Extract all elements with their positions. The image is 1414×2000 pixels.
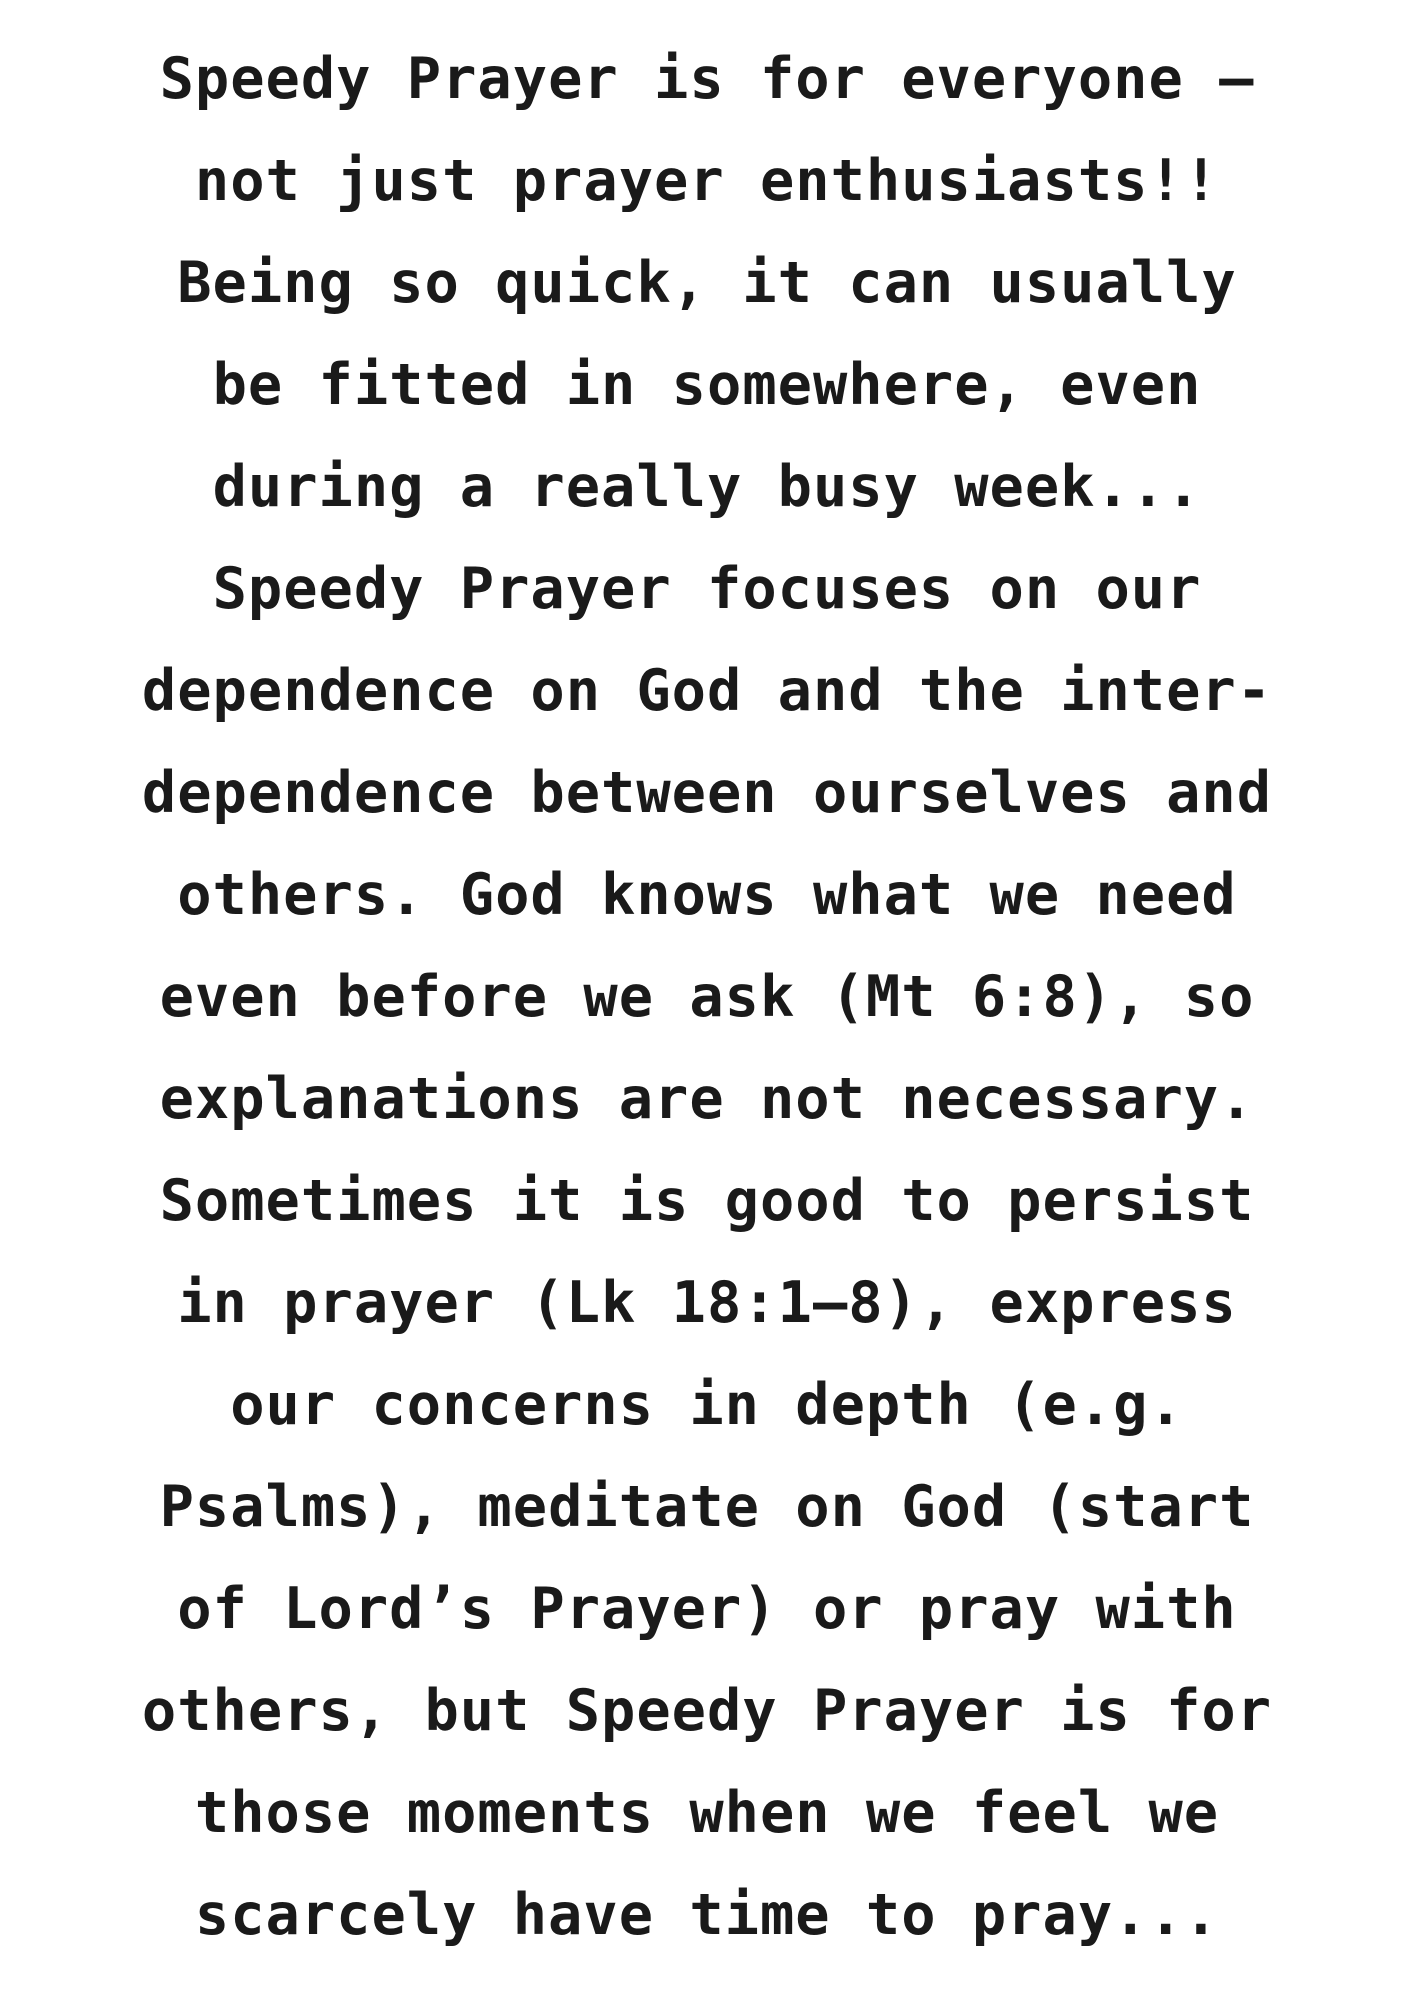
text-line: in prayer (Lk 18:1–8), express bbox=[177, 1270, 1237, 1336]
text-line: during a really busy week... bbox=[212, 454, 1202, 520]
text-line: others, but Speedy Prayer is for bbox=[141, 1678, 1273, 1744]
text-line: dependence on God and the inter- bbox=[141, 658, 1273, 724]
document-page bbox=[0, 28, 1414, 1988]
text-line: those moments when we feel we bbox=[194, 1780, 1220, 1846]
paragraph-intro bbox=[0, 28, 1414, 538]
text-line: others. God knows what we need bbox=[177, 862, 1237, 928]
text-line: scarcely have time to pray... bbox=[194, 1882, 1220, 1948]
text-line: Psalms), meditate on God (start bbox=[159, 1474, 1255, 1540]
text-line: Being so quick, it can usually bbox=[177, 250, 1237, 316]
text-line: our concerns in depth (e.g. bbox=[230, 1372, 1184, 1438]
text-line: even before we ask (Mt 6:8), so bbox=[159, 964, 1255, 1030]
text-line: explanations are not necessary. bbox=[159, 1066, 1255, 1132]
text-line: be fitted in somewhere, even bbox=[212, 352, 1202, 418]
paragraph-body bbox=[0, 538, 1414, 1966]
text-line: of Lord’s Prayer) or pray with bbox=[177, 1576, 1237, 1642]
text-line: Speedy Prayer focuses on our bbox=[212, 556, 1202, 622]
text-line: Sometimes it is good to persist bbox=[159, 1168, 1255, 1234]
text-line: Speedy Prayer is for everyone – bbox=[159, 46, 1255, 112]
text-line: not just prayer enthusiasts!! bbox=[194, 148, 1220, 214]
text-line: dependence between ourselves and bbox=[141, 760, 1273, 826]
